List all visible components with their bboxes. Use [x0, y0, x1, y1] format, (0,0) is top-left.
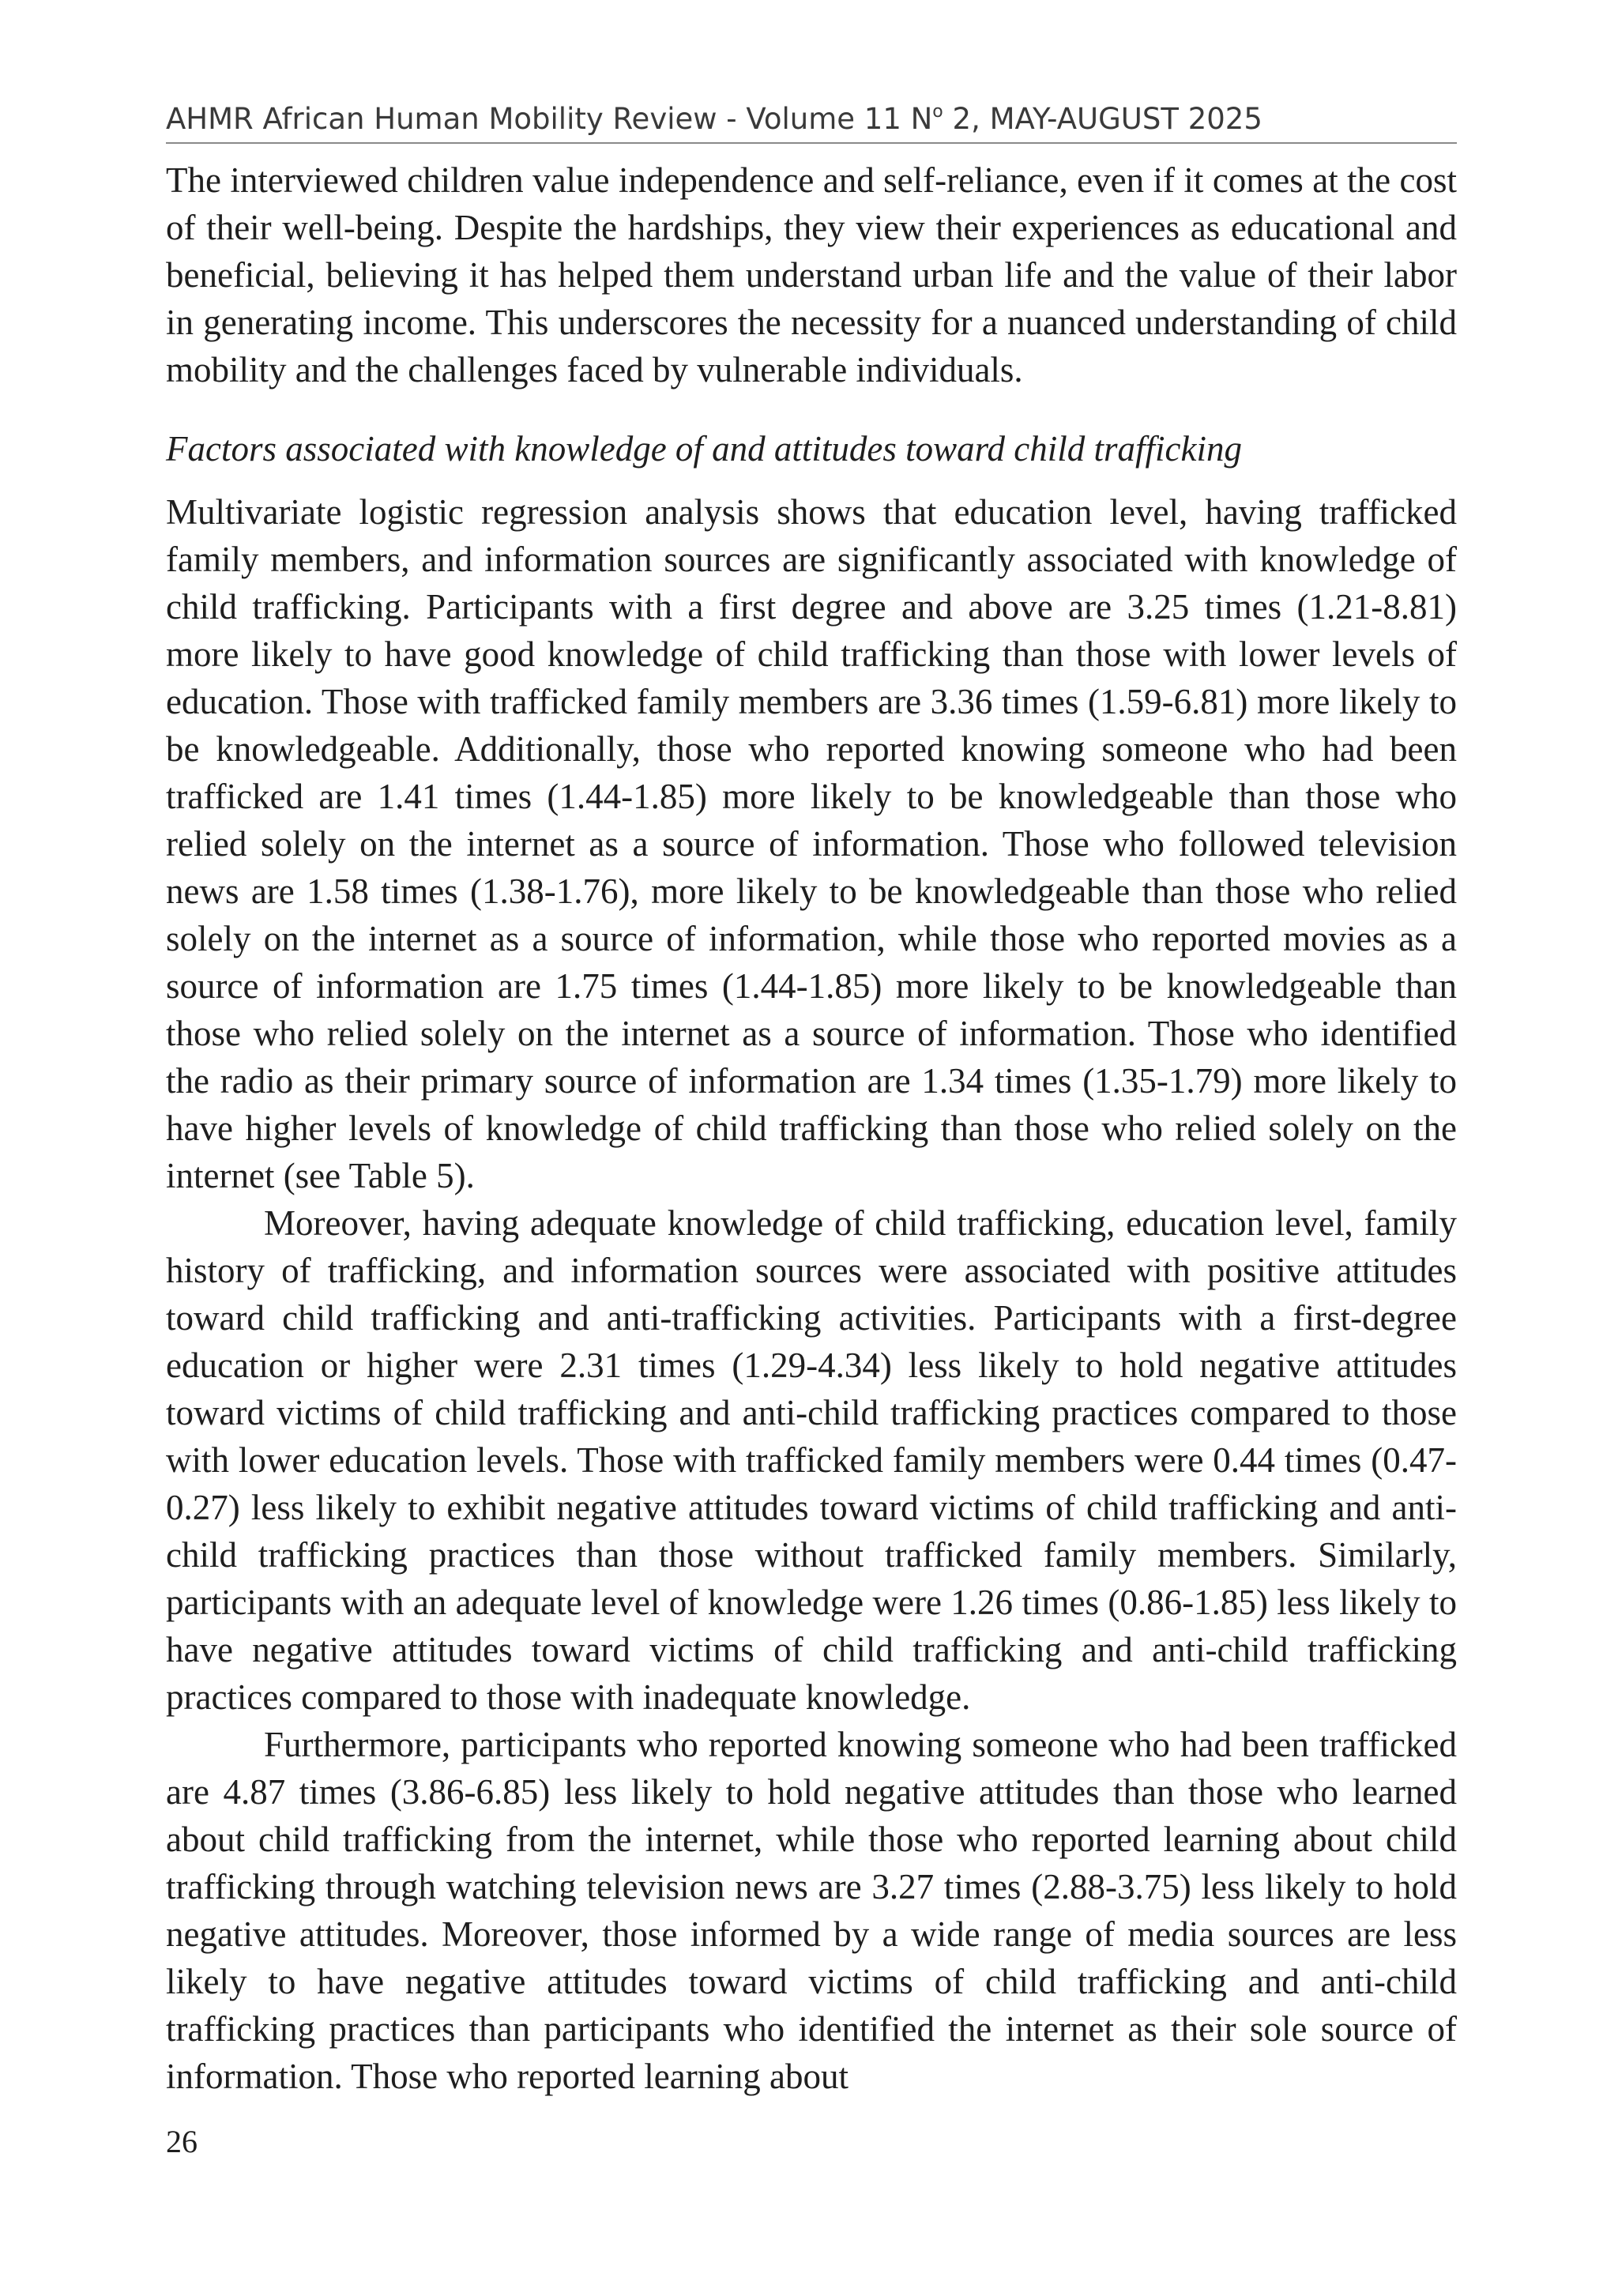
paragraph-attitude-factors: Moreover, having adequate knowledge of child trafficking, education level, family history of trafficking, and information sources were associated with positive attitudes toward child trafficking and anti-trafficking activities. Participants with a first-degree education or higher were 2.31 times (1.29-4.34) less likely to hold negative attitudes toward victims of child trafficking and anti-child trafficking practices compared to those with lower education levels. Those with trafficked family members were 0.44 times (0.47-0.27) less likely to exhibit negative attitudes toward victims of child trafficking and anti-child trafficking practices than those without trafficked family members. Similarly, participants with an adequate level of knowledge were 1.26 times (0.86-1.85) less likely to have negative attitudes toward victims of child trafficking and anti-child trafficking practices compared to those with inadequate knowledge.	[166, 1203, 1457, 1717]
paragraph-knowledge-factors: Multivariate logistic regression analysis shows that education level, having trafficked family members, and information sources are significantly associated with knowledge of child trafficking. Participants with a first degree and above are 3.25 times (1.21-8.81) more likely to have good knowledge of child trafficking than those with lower levels of education. Those with trafficked family members are 3.36 times (1.59-6.81) more likely to be knowledgeable. Additionally, those who reported knowing someone who had been trafficked are 1.41 times (1.44-1.85) more likely to be knowledgeable than those who relied solely on the internet as a source of information. Those who followed television news are 1.58 times (1.38-1.76), more likely to be knowledgeable than those who relied solely on the internet as a source of information, while those who reported movies as a source of information are 1.75 times (1.44-1.85) more likely to be knowledgeable than those who relied solely on the internet as a source of information. Those who identified the radio as their primary source of information are 1.34 times (1.35-1.79) more likely to have higher levels of knowledge of child trafficking than those who relied solely on the internet (see Table 5).	[166, 492, 1457, 1195]
page-number: 26	[166, 2124, 198, 2159]
article-body	[166, 156, 1457, 2100]
header-rule	[166, 142, 1457, 144]
paragraph-information-sources: Furthermore, participants who reported knowing someone who had been trafficked are 4.87 times (3.86-6.85) less likely to hold negative attitudes than those who learned about child trafficking from the internet, while those who reported learning about child trafficking through watching television news are 3.27 times (2.88-3.75) less likely to hold negative attitudes. Moreover, those informed by a wide range of media sources are less likely to have negative attitudes toward victims of child trafficking and anti-child trafficking practices than participants who identified the internet as their sole source of information. Those who reported learning about	[166, 1725, 1457, 2096]
number-superscript: o	[932, 101, 943, 122]
journal-title-suffix: 2, MAY-AUGUST 2025	[943, 102, 1262, 136]
paragraph-children-independence: The interviewed children value independence and self-reliance, even if it comes at the cost of their well-being. Despite the hardships, they view their experiences as educational and beneficial, believing it has helped them understand urban life and the value of their labor in generating income. This underscores the necessity for a nuanced understanding of child mobility and the challenges faced by vulnerable individuals.	[166, 160, 1457, 390]
journal-title-prefix: AHMR African Human Mobility Review - Volume 11 N	[166, 102, 933, 136]
running-header	[166, 100, 1457, 139]
section-subheading: Factors associated with knowledge of and attitudes toward child trafficking	[166, 429, 1242, 469]
